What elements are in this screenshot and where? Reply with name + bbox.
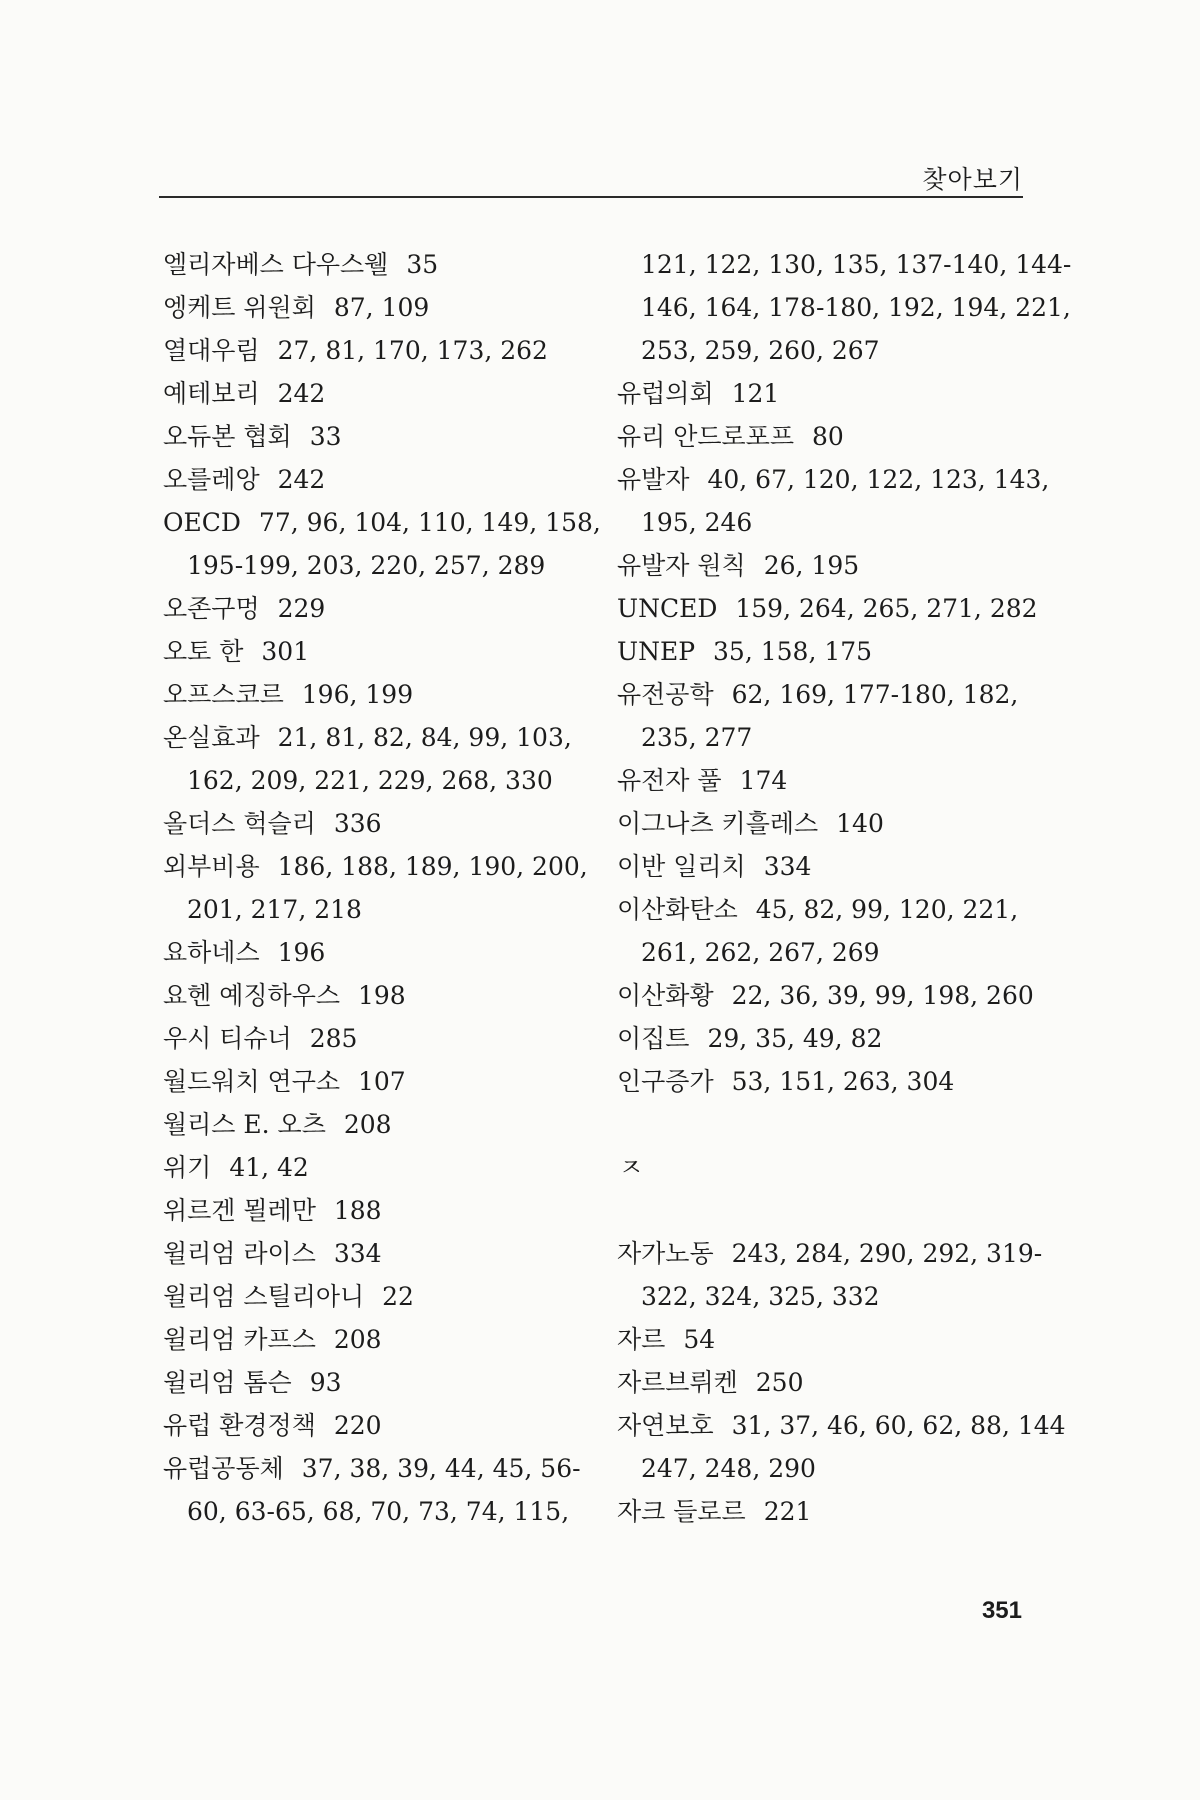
page-number: 351 (981, 1597, 1022, 1624)
index-entry-continuation: 121, 122, 130, 135, 137-140, 144- (641, 250, 1072, 279)
index-entry-continuation: 253, 259, 260, 267 (641, 336, 880, 365)
index-term: 자연보호 (617, 1411, 714, 1440)
index-term: 유리 안드로포프 (617, 422, 794, 451)
index-entry (163, 802, 603, 845)
index-pages: 196 (277, 938, 326, 967)
index-term: 이반 일리치 (617, 852, 746, 881)
index-term: 윌리엄 카프스 (163, 1325, 316, 1354)
index-entry (163, 501, 603, 544)
index-term: 윌리엄 톰슨 (163, 1368, 292, 1397)
index-term: 오듀본 협회 (163, 422, 292, 451)
index-pages: 54 (683, 1325, 716, 1354)
index-entry (617, 544, 1047, 587)
index-entry-continuation: 162, 209, 221, 229, 268, 330 (187, 766, 553, 795)
index-entry (163, 587, 603, 630)
index-entry (163, 845, 603, 888)
index-pages: 80 (812, 422, 844, 451)
header-rule (159, 196, 1023, 198)
index-entry (163, 415, 603, 458)
index-pages: 221 (763, 1497, 812, 1526)
index-entry (617, 1318, 1047, 1361)
index-entry-continuation: 146, 164, 178-180, 192, 194, 221, (641, 293, 1071, 322)
index-term: 엘리자베스 다우스웰 (163, 250, 389, 279)
index-pages: 21, 81, 82, 84, 99, 103, (277, 723, 572, 752)
index-term: 인구증가 (617, 1067, 714, 1096)
index-term: 유럽공동체 (163, 1454, 284, 1483)
index-pages: 336 (333, 809, 382, 838)
index-term: 윌리엄 스틸리아니 (163, 1282, 365, 1311)
index-term: 오존구멍 (163, 594, 260, 623)
index-pages: 250 (755, 1368, 804, 1397)
index-term: 올더스 헉슬리 (163, 809, 316, 838)
index-pages: 45, 82, 99, 120, 221, (755, 895, 1019, 924)
index-term: 오토 한 (163, 637, 244, 666)
index-entry (163, 243, 603, 286)
index-term: 윌리엄 라이스 (163, 1239, 316, 1268)
index-term: 유발자 (617, 465, 690, 494)
index-term: 이산화탄소 (617, 895, 738, 924)
index-pages: 35, 158, 175 (713, 637, 873, 666)
index-term: 이집트 (617, 1024, 690, 1053)
running-header-title: 찾아보기 (922, 165, 1023, 194)
index-entry (163, 329, 603, 372)
index-entry (163, 458, 603, 501)
index-term: 위르겐 묄레만 (163, 1196, 316, 1225)
index-pages: 93 (309, 1368, 342, 1397)
index-entry (617, 888, 1047, 931)
index-pages: 35 (406, 250, 439, 279)
index-pages: 198 (358, 981, 406, 1010)
index-pages: 33 (309, 422, 342, 451)
section-letter: ㅈ (619, 1153, 644, 1182)
index-pages: 174 (739, 766, 788, 795)
index-entry-continuation: 195, 246 (641, 508, 753, 537)
index-term: UNCED (617, 594, 718, 623)
index-pages: 208 (343, 1110, 392, 1139)
index-pages: 140 (836, 809, 884, 838)
index-term: 열대우림 (163, 336, 260, 365)
blank-line (617, 1103, 1047, 1146)
index-term: 온실효과 (163, 723, 260, 752)
index-term: 엥케트 위원회 (163, 293, 316, 322)
index-term: 요하네스 (163, 938, 260, 967)
index-entry-continuation: 247, 248, 290 (641, 1454, 816, 1483)
index-entry (617, 1060, 1047, 1103)
index-pages: 208 (333, 1325, 382, 1354)
index-term: UNEP (617, 637, 696, 666)
index-pages: 62, 169, 177-180, 182, (731, 680, 1019, 709)
index-pages: 242 (277, 379, 326, 408)
index-pages: 40, 67, 120, 122, 123, 143, (707, 465, 1050, 494)
index-pages: 121 (731, 379, 780, 408)
index-column-right (617, 243, 1072, 1533)
index-term: 오를레앙 (163, 465, 260, 494)
index-entry (617, 587, 1047, 630)
index-entry (617, 673, 1047, 716)
index-entry (617, 1232, 1047, 1275)
index-entry (163, 286, 603, 329)
index-column-left (163, 243, 603, 1533)
index-entry (617, 974, 1047, 1017)
index-pages: 186, 188, 189, 190, 200, (277, 852, 588, 881)
index-entry-continuation: 201, 217, 218 (187, 895, 362, 924)
index-term: 자크 들로르 (617, 1497, 746, 1526)
index-entry (617, 372, 1047, 415)
index-entry (617, 415, 1047, 458)
index-entry (617, 1361, 1047, 1404)
index-pages: 22, 36, 39, 99, 198, 260 (731, 981, 1034, 1010)
index-entry (617, 1490, 1047, 1533)
index-entry (163, 1447, 603, 1490)
index-pages: 285 (309, 1024, 358, 1053)
index-pages: 77, 96, 104, 110, 149, 158, (258, 508, 601, 537)
index-entry (163, 1146, 603, 1189)
index-entry (163, 1404, 603, 1447)
index-pages: 301 (261, 637, 310, 666)
index-entry (163, 1060, 603, 1103)
index-pages: 27, 81, 170, 173, 262 (277, 336, 548, 365)
index-term: 유럽의회 (617, 379, 714, 408)
index-entry-continuation: 322, 324, 325, 332 (641, 1282, 880, 1311)
index-entry (617, 759, 1047, 802)
index-entry (163, 1361, 603, 1404)
index-entry-continuation: 60, 63-65, 68, 70, 73, 74, 115, (187, 1497, 570, 1526)
index-term: 위기 (163, 1153, 212, 1182)
index-term: 자르 (617, 1325, 666, 1354)
index-entry (163, 1017, 603, 1060)
index-pages: 22 (382, 1282, 414, 1311)
index-pages: 41, 42 (229, 1153, 309, 1182)
index-pages: 53, 151, 263, 304 (731, 1067, 955, 1096)
index-entry (163, 716, 603, 759)
index-pages: 31, 37, 46, 60, 62, 88, 144 (731, 1411, 1066, 1440)
index-entry (163, 1232, 603, 1275)
index-term: 유럽 환경정책 (163, 1411, 316, 1440)
index-entry (163, 1103, 603, 1146)
index-entry (163, 673, 603, 716)
index-term: 유전자 풀 (617, 766, 722, 795)
index-term: 이산화황 (617, 981, 714, 1010)
index-entry (163, 1275, 603, 1318)
index-pages: 159, 264, 265, 271, 282 (735, 594, 1038, 623)
index-entry (163, 630, 603, 673)
index-entry-continuation: 235, 277 (641, 723, 753, 752)
index-entry (163, 1189, 603, 1232)
index-pages: 220 (333, 1411, 382, 1440)
index-entry (617, 802, 1047, 845)
index-pages: 107 (358, 1067, 406, 1096)
index-term: 이그나츠 키흘레스 (617, 809, 819, 838)
index-entry (617, 1017, 1047, 1060)
index-term: 오프스코르 (163, 680, 284, 709)
index-pages: 334 (333, 1239, 382, 1268)
index-term: OECD (163, 508, 241, 537)
index-pages: 242 (277, 465, 326, 494)
index-term: 외부비용 (163, 852, 260, 881)
index-pages: 87, 109 (333, 293, 430, 322)
index-pages: 26, 195 (763, 551, 860, 580)
index-term: 유발자 원칙 (617, 551, 746, 580)
blank-line (617, 1189, 1047, 1232)
index-term: 요헨 예징하우스 (163, 981, 340, 1010)
index-pages: 334 (763, 852, 812, 881)
index-term: 월리스 E. 오츠 (163, 1110, 326, 1139)
index-term: 예테보리 (163, 379, 260, 408)
index-term: 우시 티슈너 (163, 1024, 292, 1053)
index-entry (163, 1318, 603, 1361)
index-entry (163, 931, 603, 974)
index-pages: 29, 35, 49, 82 (707, 1024, 883, 1053)
index-entry (617, 845, 1047, 888)
index-pages: 37, 38, 39, 44, 45, 56- (301, 1454, 581, 1483)
index-term: 자가노동 (617, 1239, 714, 1268)
index-entry (617, 630, 1047, 673)
index-entry-continuation: 261, 262, 267, 269 (641, 938, 880, 967)
index-term: 유전공학 (617, 680, 714, 709)
index-pages: 243, 284, 290, 292, 319- (731, 1239, 1043, 1268)
index-pages: 196, 199 (301, 680, 414, 709)
index-pages: 229 (277, 594, 326, 623)
index-entry (617, 1404, 1066, 1447)
index-entry (163, 372, 603, 415)
index-entry (163, 974, 603, 1017)
index-entry-continuation: 195-199, 203, 220, 257, 289 (187, 551, 546, 580)
index-entry (617, 458, 1050, 501)
index-term: 자르브뤼켄 (617, 1368, 738, 1397)
index-term: 월드워치 연구소 (163, 1067, 340, 1096)
index-pages: 188 (333, 1196, 382, 1225)
